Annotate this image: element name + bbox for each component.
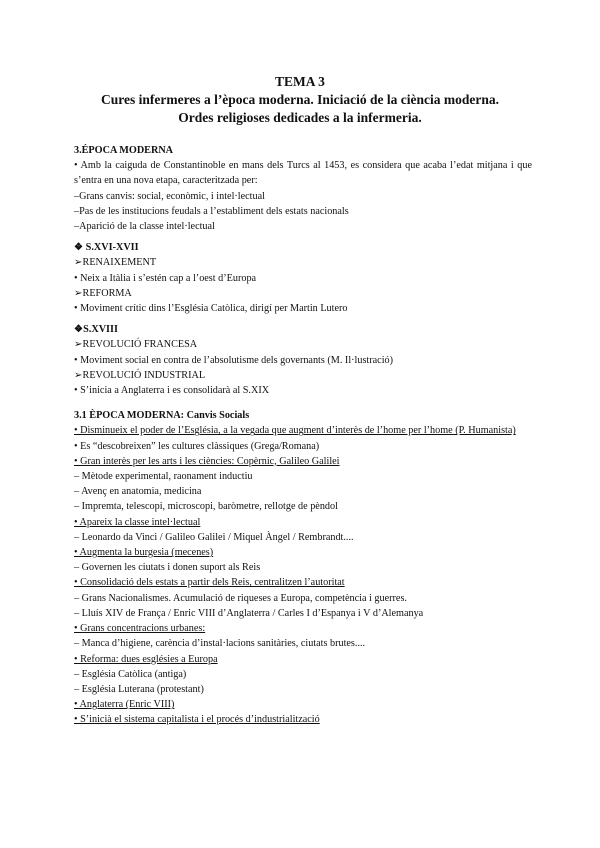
group-item: – Avenç en anatomia, medicina <box>74 486 202 498</box>
group-title: • Augmenta la burgesia (mecenes) <box>74 547 214 559</box>
topic-number: TEMA 3 <box>275 74 325 89</box>
group-item: – Leonardo da Vinci / Galileo Galilei / Miquel Àngel / Rembrandt.... <box>74 531 354 543</box>
group-title: • Gran interès per les arts i les ciències: Copèrnic, Galileo Galilei <box>74 455 340 467</box>
period-line: ➢REFORMA <box>74 287 132 299</box>
group-item: – Governen les ciutats i donen suport als Reis <box>74 562 261 574</box>
feature-line: –Pas de les institucions feudals a l’establiment dels estats nacionals <box>74 205 349 217</box>
group-title: • Consolidació dels estats a partir dels Reis, centralitzen l’autoritat <box>74 577 345 589</box>
period-line: ➢REVOLUCIÓ INDUSTRIAL <box>74 369 206 381</box>
section-heading: 3.1 ÈPOCA MODERNA: Canvis Socials <box>74 410 250 422</box>
group-item: – Lluís XIV de França / Enric VIII d’Anglaterra / Carles I d’Espanya i V d’Alemanya <box>74 607 424 619</box>
group-item: – Mètode experimental, raonament inductiu <box>74 471 253 483</box>
group-title: • Anglaterra (Enric VIII) <box>74 699 175 711</box>
group-item: – Església Luterana (protestant) <box>74 683 204 695</box>
group-title: • S’inicià el sistema capitalista i el procés d’industrialització <box>74 714 320 726</box>
document-content <box>74 143 532 728</box>
topic-subtitle: Ordes religioses dedicades a la infermeria. <box>178 110 422 125</box>
topic-title: Cures infermeres a l’època moderna. Iniciació de la ciència moderna. <box>100 92 500 107</box>
group-title: • Grans concentracions urbanes: <box>74 623 206 635</box>
intro-paragraph: • Amb la caiguda de Constantinoble en mans dels Turcs al 1453, es considera que acaba l’edat mitjana i que s’entra en una nova etapa, caracteritzada per: <box>74 160 532 187</box>
group-item: – Manca d’higiene, carència d’instal·lacions sanitàries, ciutats brutes.... <box>74 638 366 650</box>
group-item: • Es “descobreixen” les cultures clàssiques (Grega/Romana) <box>74 440 320 452</box>
period-line: • Moviment crític dins l’Església Catòlica, dirigí per Martin Lutero <box>74 303 348 315</box>
period-line: ➢RENAIXEMENT <box>74 257 157 269</box>
section-heading: 3.ÉPOCA MODERNA <box>74 145 174 156</box>
period-line: ➢REVOLUCIÓ FRANCESA <box>74 339 198 351</box>
period-line: • S’inicia a Anglaterra i es consolidarà al S.XIX <box>74 385 270 397</box>
period-line: • Neix a Itàlia i s’estén cap a l’oest d’Europa <box>74 272 257 284</box>
period-heading: ❖S.XVIII <box>74 324 118 336</box>
group-title: • Apareix la classe intel·lectual <box>74 516 201 528</box>
group-item: – Impremta, telescopi, microscopi, baròmetre, rellotge de pèndol <box>74 501 338 513</box>
group-title: • Reforma: dues esglésies a Europa <box>74 653 218 665</box>
feature-line: –Aparició de la classe intel·lectual <box>74 221 215 233</box>
period-line: • Moviment social en contra de l’absolutisme dels governants (M. Il·lustració) <box>74 354 394 366</box>
group-title: • Disminueix el poder de l’Església, a la vegada que augment d’interès de l’home per l’home (P. Humanista) <box>74 425 516 437</box>
title-block <box>0 73 600 127</box>
group-item: – Església Catòlica (antiga) <box>74 668 187 680</box>
group-item: – Grans Nacionalismes. Acumulació de riqueses a Europa, competència i guerres. <box>74 592 407 604</box>
period-heading: ❖ S.XVI-XVII <box>74 242 139 254</box>
feature-line: –Grans canvis: social, econòmic, i intel·lectual <box>74 190 265 202</box>
